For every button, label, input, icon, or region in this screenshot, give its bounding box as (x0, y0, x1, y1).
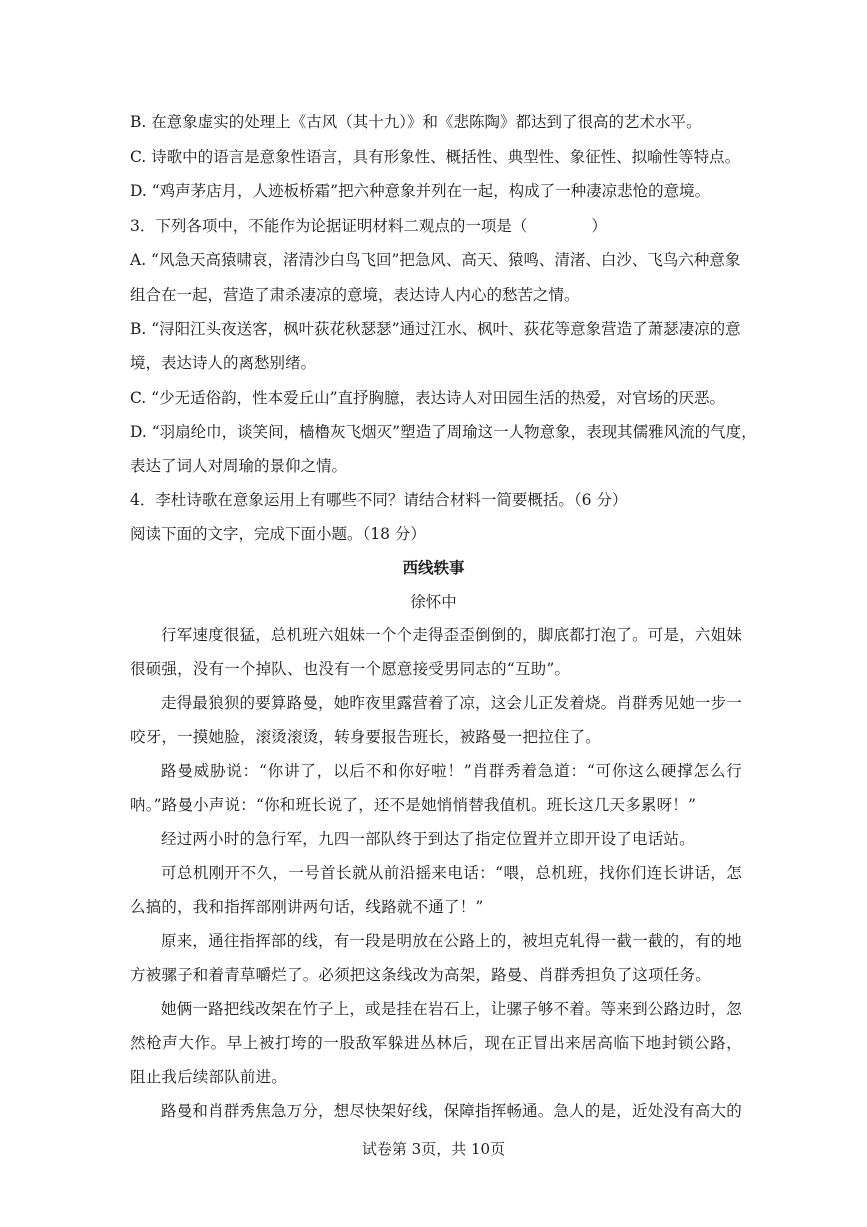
story-author: 徐怀中 (410, 593, 457, 611)
option-3b-line1: B. “浔阳江头夜送客，枫叶荻花秋瑟瑟”通过江水、枫叶、荻花等意象营造了萧瑟凄凉的意 (130, 320, 741, 338)
story-paragraph: 可总机刚开不久，一号首长就从前沿摇来电话：“喂，总机班，找你们连长讲话，怎么搞的，我和指挥部刚讲两句话，线路就不通了！” (130, 864, 742, 916)
option-2c: C. 诗歌中的语言是意象性语言，具有形象性、概括性、典型性、象征性、拟喻性等特点。 (130, 148, 741, 166)
question-3-stem (130, 216, 740, 236)
story-paragraph: 她俩一路把线改架在竹子上，或是挂在岩石上，让骡子够不着。等来到公路边时，忽然枪声大作。早上被打垮的一股敌军躲进丛林后，现在正冒出来居高临下地封锁公路，阻止我后续部队前进。 (130, 1000, 742, 1086)
story-title: 西线轶事 (402, 558, 465, 577)
option-3d-line1: D. “羽扇纶巾，谈笑间，樯橹灰飞烟灭”塑造了周瑜这一人物意象，表现其儒雅风流的气度， (130, 423, 757, 441)
question-3-stem-close: ） (591, 217, 607, 235)
option-3d-line2: 表达了词人对周瑜的景仰之情。 (130, 457, 348, 475)
story-paragraph: 走得最狼狈的要算路曼，她昨夜里露营着了凉，这会儿正发着烧。肖群秀见她一步一咬牙，一摸她脸，滚烫滚烫，转身要报告班长，被路曼一把拉住了。 (130, 694, 742, 746)
option-3b-line2: 境，表达诗人的离愁别绪。 (130, 354, 317, 372)
option-2d: D. “鸡声茅店月，人迹板桥霜”把六种意象并列在一起，构成了一种凄凉悲怆的意境。 (130, 182, 711, 200)
story-paragraph: 行军速度很猛，总机班六姐妹一个个走得歪歪倒倒的，脚底都打泡了。可是，六姐妹很硕强，没有一个掉队、也没有一个愿意接受男同志的“互助”。 (130, 626, 742, 678)
option-3c: C. “少无适俗韵，性本爱丘山”直抒胸臆，表达诗人对田园生活的热爱，对官场的厌恶。 (130, 389, 726, 407)
option-3a-line2: 组合在一起，营造了肃杀凄凉的意境，表达诗人内心的愁苦之情。 (130, 286, 580, 304)
page-footer: 试卷第 3页，共 10页 (361, 1140, 506, 1158)
question-4: 4．李杜诗歌在意象运用上有哪些不同？请结合材料一简要概括。（6 分） (130, 491, 628, 509)
story-paragraph: 经过两小时的急行军，九四一部队终于到达了指定位置并立即开设了电话站。 (161, 830, 695, 848)
question-3-stem-text: 3．下列各项中，不能作为论据证明材料二观点的一项是（ (130, 217, 528, 235)
story-paragraph: 路曼威胁说：“你讲了，以后不和你好啦！”肖群秀着急道：“可你这么硬撑怎么行呐。”路曼小声说：“你和班长说了，还不是她悄悄替我值机。班长这几天多累呀！” (130, 762, 742, 814)
option-2b: B. 在意象虚实的处理上《古风（其十九）》和《悲陈陶》都达到了很高的艺术水平。 (130, 113, 702, 131)
reading-instruction: 阅读下面的文字，完成下面小题。（18 分） (130, 525, 426, 543)
story-paragraph: 路曼和肖群秀焦急万分，想尽快架好线，保障指挥畅通。急人的是，近处没有高大的 (161, 1102, 742, 1120)
option-3a-line1: A. “风急天高猿啸哀，渚清沙白鸟飞回”把急风、高天、猿鸣、清渚、白沙、飞鸟六种意象 (130, 251, 741, 269)
story-paragraph: 原来，通往指挥部的线，有一段是明放在公路上的，被坦克轧得一截一截的，有的地方被骡子和着青草嚼烂了。必须把这条线改为高架，路曼、肖群秀担负了这项任务。 (130, 932, 742, 984)
